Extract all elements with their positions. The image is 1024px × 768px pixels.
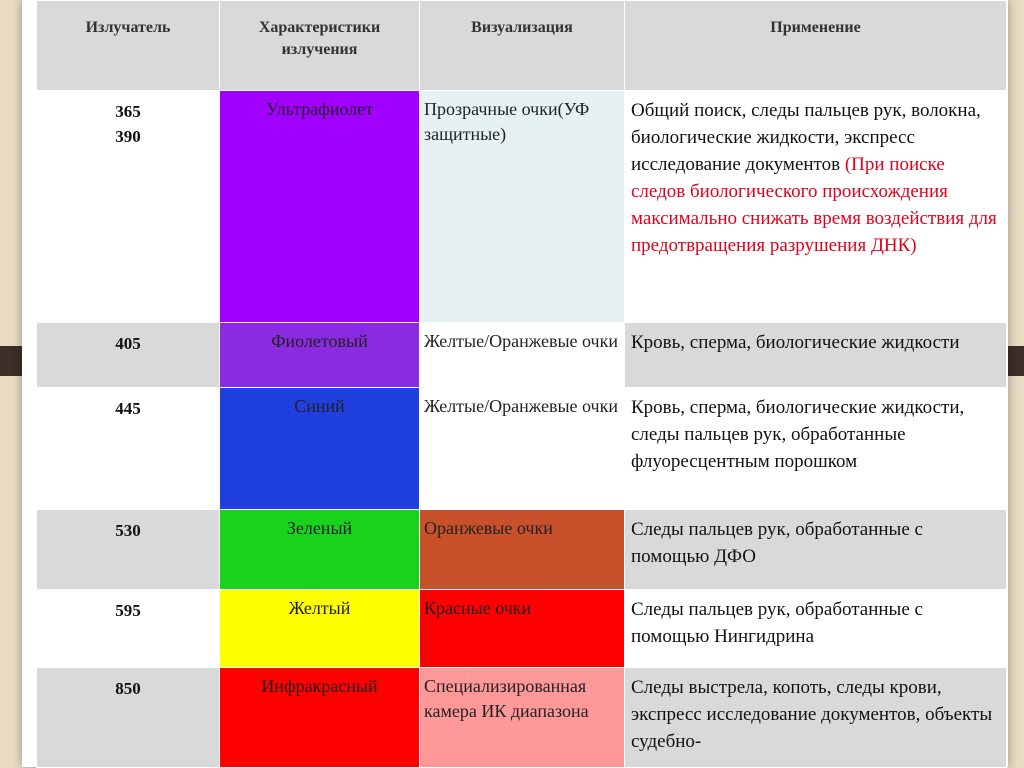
characteristics-cell: Зеленый <box>220 510 420 590</box>
application-text: Общий поиск, следы пальцев рук, волокна, биологические жидкости, экспресс исследование документов <box>631 100 981 175</box>
application-warning: (При поиске следов биологического происхождения максимально снижать время воздействия для предотвращения разрушения ДНК) <box>631 154 997 256</box>
header-visualization: Визуализация <box>420 1 625 91</box>
emitter-value: 390 <box>115 127 141 146</box>
table-row <box>37 590 1007 668</box>
header-characteristics: Характеристики излучения <box>220 1 420 91</box>
visualization-cell: Желтые/Оранжевые очки <box>420 388 625 510</box>
application-cell: Кровь, сперма, биологические жидкости, следы пальцев рук, обработанные флуоресцентным порошком <box>625 388 1007 510</box>
emitter-cell <box>37 510 220 590</box>
emitter-table <box>36 0 1007 768</box>
application-cell: Кровь, сперма, биологические жидкости <box>625 323 1007 388</box>
emitter-cell <box>37 91 220 323</box>
table-row <box>37 91 1007 323</box>
slide-sheet <box>22 0 1008 767</box>
characteristics-cell: Ультрафиолет <box>220 91 420 323</box>
visualization-cell: Прозрачные очки(УФ защитные) <box>420 91 625 323</box>
visualization-cell: Желтые/Оранжевые очки <box>420 323 625 388</box>
emitter-cell <box>37 323 220 388</box>
emitter-value: 445 <box>115 399 141 418</box>
visualization-cell: Специализированная камера ИК диапазона <box>420 668 625 768</box>
application-cell: Следы выстрела, копоть, следы крови, экспресс исследование документов, объекты судебно- <box>625 668 1007 768</box>
emitter-value: 365 <box>115 102 141 121</box>
application-cell <box>625 91 1007 323</box>
header-emitter: Излучатель <box>37 1 220 91</box>
characteristics-cell: Желтый <box>220 590 420 668</box>
table-row <box>37 510 1007 590</box>
table-row <box>37 323 1007 388</box>
emitter-value: 850 <box>115 679 141 698</box>
emitter-cell <box>37 590 220 668</box>
application-cell: Следы пальцев рук, обработанные с помощью ДФО <box>625 510 1007 590</box>
emitter-value: 595 <box>115 601 141 620</box>
emitter-value: 530 <box>115 521 141 540</box>
visualization-cell: Красные очки <box>420 590 625 668</box>
emitter-cell <box>37 388 220 510</box>
header-application: Применение <box>625 1 1007 91</box>
characteristics-cell: Фиолетовый <box>220 323 420 388</box>
emitter-cell <box>37 668 220 768</box>
characteristics-cell: Инфракрасный <box>220 668 420 768</box>
table-row <box>37 668 1007 768</box>
table-header-row <box>37 1 1007 91</box>
application-cell: Следы пальцев рук, обработанные с помощью Нингидрина <box>625 590 1007 668</box>
table-row <box>37 388 1007 510</box>
emitter-value: 405 <box>115 334 141 353</box>
characteristics-cell: Синий <box>220 388 420 510</box>
visualization-cell: Оранжевые очки <box>420 510 625 590</box>
